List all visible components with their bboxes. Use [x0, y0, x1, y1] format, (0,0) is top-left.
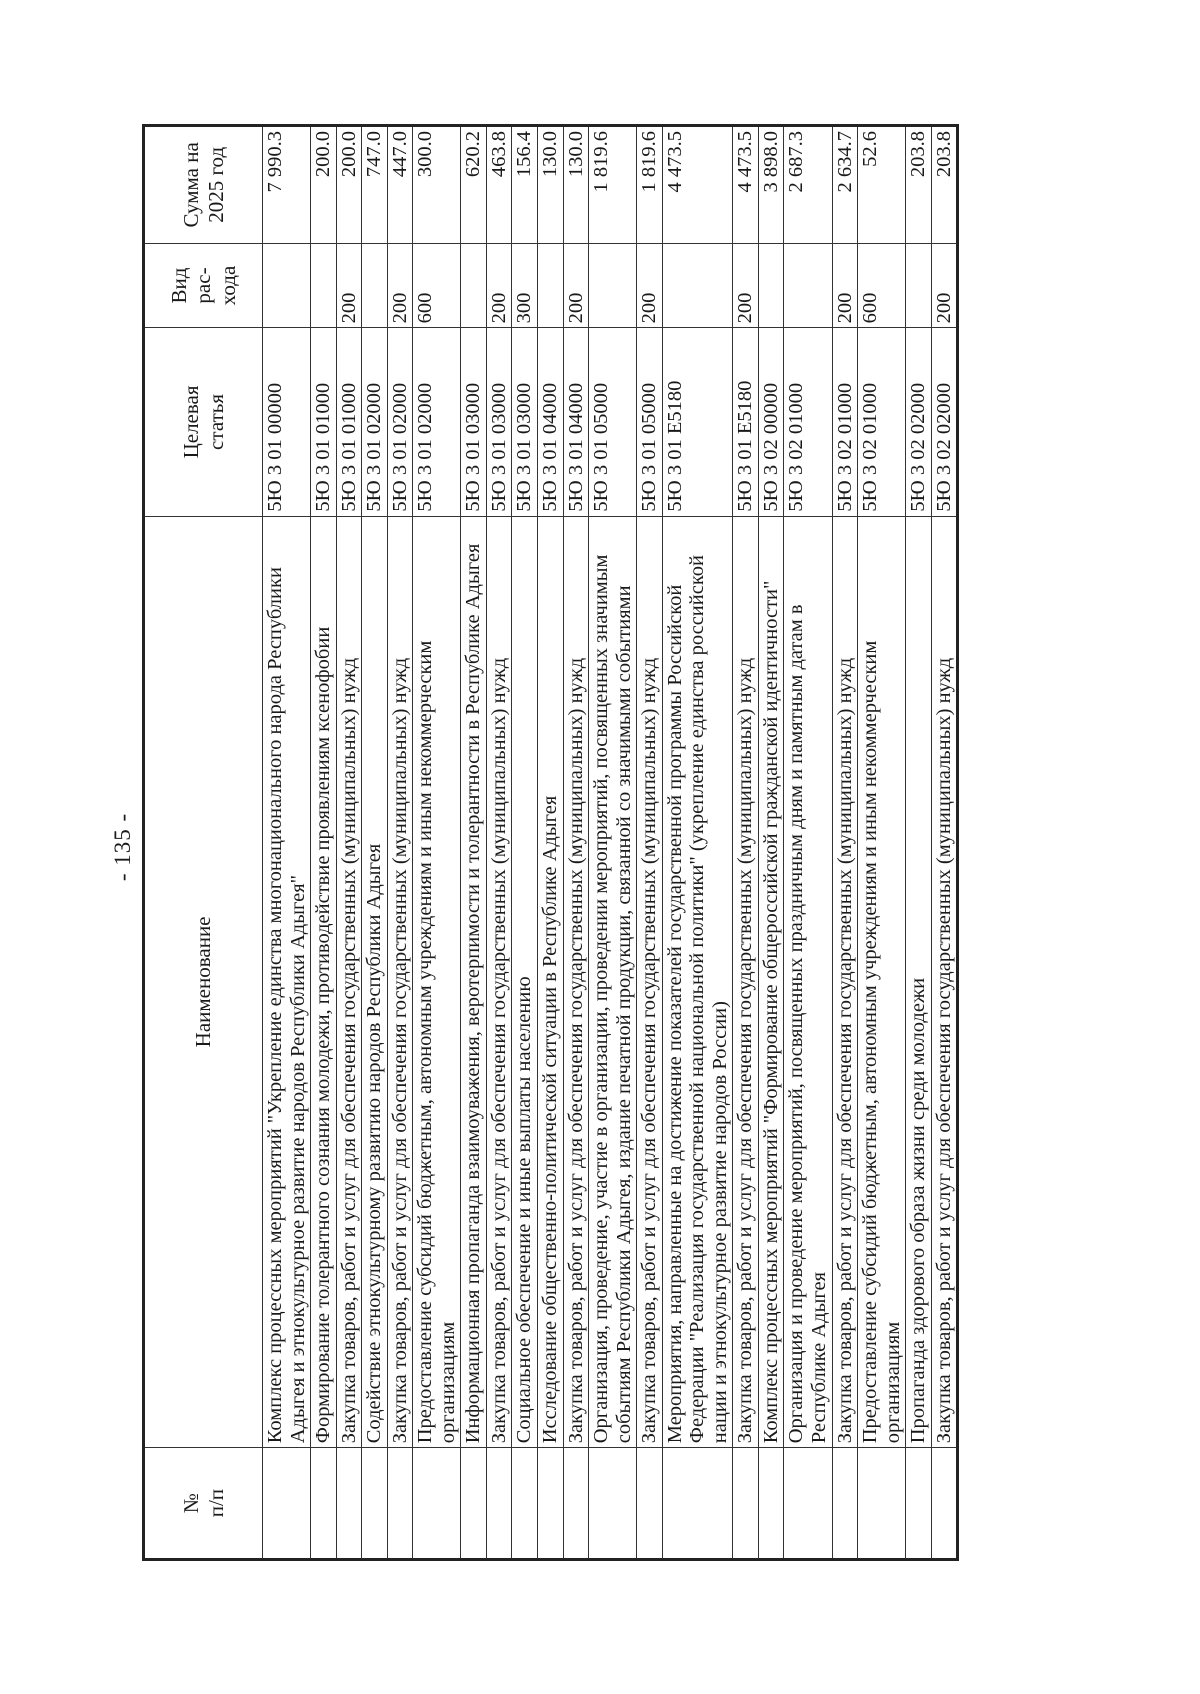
cell-code: 5Ю 3 01 Е5180 [733, 328, 759, 516]
cell-sum: 747.0 [362, 126, 388, 244]
cell-vid: 200 [387, 243, 413, 328]
cell-num [263, 1448, 311, 1560]
cell-vid: 200 [336, 243, 362, 328]
cell-name: Комплекс процессных мероприятий "Формирование общероссийской гражданской идентичности" [758, 516, 784, 1448]
cell-code: 5Ю 3 01 03000 [461, 328, 487, 516]
cell-sum: 4 473.5 [662, 126, 733, 244]
cell-num [931, 1448, 958, 1560]
table-row [461, 126, 487, 1560]
cell-code: 5Ю 3 01 02000 [387, 328, 413, 516]
table-row [387, 126, 413, 1560]
cell-name: Пропаганда здорового образа жизни среди молодежи [906, 516, 932, 1448]
header-vid-text: Вид рас- хода [167, 265, 240, 306]
cell-name: Комплекс процессных мероприятий "Укрепление единства многонационального народа Республики Адыгея и этнокультурное развитие народов Республики Адыгея" [263, 516, 311, 1448]
cell-sum: 203.8 [906, 126, 932, 244]
cell-vid: 300 [512, 243, 538, 328]
table-row [563, 126, 589, 1560]
cell-vid [589, 243, 637, 328]
cell-num [832, 1448, 858, 1560]
cell-sum: 463.8 [486, 126, 512, 244]
table-row [263, 126, 311, 1560]
cell-sum: 447.0 [387, 126, 413, 244]
table-header-row [144, 126, 263, 1560]
cell-num [758, 1448, 784, 1560]
cell-code: 5Ю 3 01 01000 [311, 328, 337, 516]
cell-code: 5Ю 3 01 00000 [263, 328, 311, 516]
cell-num [563, 1448, 589, 1560]
cell-vid: 600 [858, 243, 906, 328]
table-row [589, 126, 637, 1560]
cell-name: Содействие этнокультурному развитию народов Республики Адыгея [362, 516, 388, 1448]
header-num [144, 1448, 263, 1560]
cell-code: 5Ю 3 01 04000 [563, 328, 589, 516]
cell-vid [784, 243, 832, 328]
cell-sum: 1 819.6 [637, 126, 663, 244]
table-row [336, 126, 362, 1560]
cell-num [538, 1448, 564, 1560]
cell-name: Организация, проведение, участие в организации, проведении мероприятий, посвященных значимым событиям Республики Адыгея, издание печатной продукции, связанной со значимыми событиями [589, 516, 637, 1448]
cell-num [733, 1448, 759, 1560]
table-row [906, 126, 932, 1560]
cell-num [784, 1448, 832, 1560]
cell-sum: 130.0 [538, 126, 564, 244]
cell-sum: 156.4 [512, 126, 538, 244]
table-row [512, 126, 538, 1560]
table-row [662, 126, 733, 1560]
cell-vid [263, 243, 311, 328]
cell-code: 5Ю 3 01 04000 [538, 328, 564, 516]
table-row [832, 126, 858, 1560]
table-row [733, 126, 759, 1560]
cell-sum: 7 990.3 [263, 126, 311, 244]
cell-vid: 600 [413, 243, 461, 328]
cell-name: Закупка товаров, работ и услуг для обеспечения государственных (муниципальных) нужд [336, 516, 362, 1448]
header-sum [144, 126, 263, 244]
page-number: - 135 - [110, 812, 135, 882]
table-row [931, 126, 958, 1560]
cell-name: Формирование толерантного сознания молодежи, противодействие проявлениям ксенофобии [311, 516, 337, 1448]
cell-vid: 200 [733, 243, 759, 328]
cell-num [858, 1448, 906, 1560]
cell-sum: 620.2 [461, 126, 487, 244]
cell-name: Закупка товаров, работ и услуг для обеспечения государственных (муниципальных) нужд [637, 516, 663, 1448]
cell-name: Предоставление субсидий бюджетным, автономным учреждениям и иным некоммерческим организациям [858, 516, 906, 1448]
cell-vid [362, 243, 388, 328]
cell-name: Закупка товаров, работ и услуг для обеспечения государственных (муниципальных) нужд [832, 516, 858, 1448]
cell-code: 5Ю 3 02 01000 [784, 328, 832, 516]
cell-vid: 200 [563, 243, 589, 328]
cell-sum: 203.8 [931, 126, 958, 244]
cell-code: 5Ю 3 01 01000 [336, 328, 362, 516]
cell-code: 5Ю 3 01 05000 [637, 328, 663, 516]
cell-vid [311, 243, 337, 328]
header-sum-text: Сумма на 2025 год [179, 142, 228, 228]
table-row [637, 126, 663, 1560]
cell-sum: 300.0 [413, 126, 461, 244]
cell-name: Организация и проведение мероприятий, посвященных праздничным дням и памятным датам в Республике Адыгея [784, 516, 832, 1448]
cell-name: Закупка товаров, работ и услуг для обеспечения государственных (муниципальных) нужд [486, 516, 512, 1448]
header-code [144, 328, 263, 516]
header-vid [144, 243, 263, 328]
budget-table [142, 124, 959, 1561]
table-row [413, 126, 461, 1560]
header-name-text: Наименование [191, 916, 216, 1048]
cell-code: 5Ю 3 01 02000 [362, 328, 388, 516]
header-num-text: № п/п [179, 1488, 228, 1518]
cell-name: Мероприятия, направленные на достижение показателей государственной программы Российской Федерации "Реализация государственной национальной политики" (укрепление единства российской нации и этнокультурное развитие народов России) [662, 516, 733, 1448]
table-row [362, 126, 388, 1560]
cell-name: Закупка товаров, работ и услуг для обеспечения государственных (муниципальных) нужд [931, 516, 958, 1448]
cell-name: Закупка товаров, работ и услуг для обеспечения государственных (муниципальных) нужд [733, 516, 759, 1448]
table-row [538, 126, 564, 1560]
cell-sum: 1 819.6 [589, 126, 637, 244]
cell-name: Закупка товаров, работ и услуг для обеспечения государственных (муниципальных) нужд [387, 516, 413, 1448]
cell-sum: 200.0 [336, 126, 362, 244]
cell-num [906, 1448, 932, 1560]
cell-name: Исследование общественно-политической ситуации в Республике Адыгея [538, 516, 564, 1448]
cell-name: Социальное обеспечение и иные выплаты населению [512, 516, 538, 1448]
cell-vid: 200 [637, 243, 663, 328]
cell-vid [461, 243, 487, 328]
table-row [486, 126, 512, 1560]
cell-num [662, 1448, 733, 1560]
cell-vid [758, 243, 784, 328]
cell-code: 5Ю 3 01 Е5180 [662, 328, 733, 516]
cell-sum: 2 634.7 [832, 126, 858, 244]
cell-sum: 52.6 [858, 126, 906, 244]
cell-code: 5Ю 3 02 02000 [906, 328, 932, 516]
header-code-text: Целевая статья [179, 385, 228, 459]
cell-sum: 2 687.3 [784, 126, 832, 244]
cell-code: 5Ю 3 02 00000 [758, 328, 784, 516]
header-name [144, 516, 263, 1448]
cell-num [413, 1448, 461, 1560]
cell-num [336, 1448, 362, 1560]
cell-num [311, 1448, 337, 1560]
cell-name: Закупка товаров, работ и услуг для обеспечения государственных (муниципальных) нужд [563, 516, 589, 1448]
cell-code: 5Ю 3 02 01000 [832, 328, 858, 516]
table-row [311, 126, 337, 1560]
cell-vid [538, 243, 564, 328]
cell-name: Информационная пропаганда взаимоуважения, веротерпимости и толерантности в Республике Адыгея [461, 516, 487, 1448]
cell-num [461, 1448, 487, 1560]
cell-code: 5Ю 3 02 02000 [931, 328, 958, 516]
cell-num [387, 1448, 413, 1560]
table-row [784, 126, 832, 1560]
cell-vid [906, 243, 932, 328]
cell-code: 5Ю 3 02 01000 [858, 328, 906, 516]
cell-vid: 200 [486, 243, 512, 328]
cell-sum: 200.0 [311, 126, 337, 244]
cell-code: 5Ю 3 01 05000 [589, 328, 637, 516]
table-row [858, 126, 906, 1560]
cell-num [637, 1448, 663, 1560]
cell-vid: 200 [832, 243, 858, 328]
cell-num [589, 1448, 637, 1560]
table-row [758, 126, 784, 1560]
cell-name: Предоставление субсидий бюджетным, автономным учреждениям и иным некоммерческим организациям [413, 516, 461, 1448]
cell-code: 5Ю 3 01 02000 [413, 328, 461, 516]
cell-num [486, 1448, 512, 1560]
cell-vid [662, 243, 733, 328]
cell-num [512, 1448, 538, 1560]
cell-vid: 200 [931, 243, 958, 328]
cell-num [362, 1448, 388, 1560]
cell-sum: 4 473.5 [733, 126, 759, 244]
cell-sum: 130.0 [563, 126, 589, 244]
cell-code: 5Ю 3 01 03000 [512, 328, 538, 516]
cell-code: 5Ю 3 01 03000 [486, 328, 512, 516]
cell-sum: 3 898.0 [758, 126, 784, 244]
